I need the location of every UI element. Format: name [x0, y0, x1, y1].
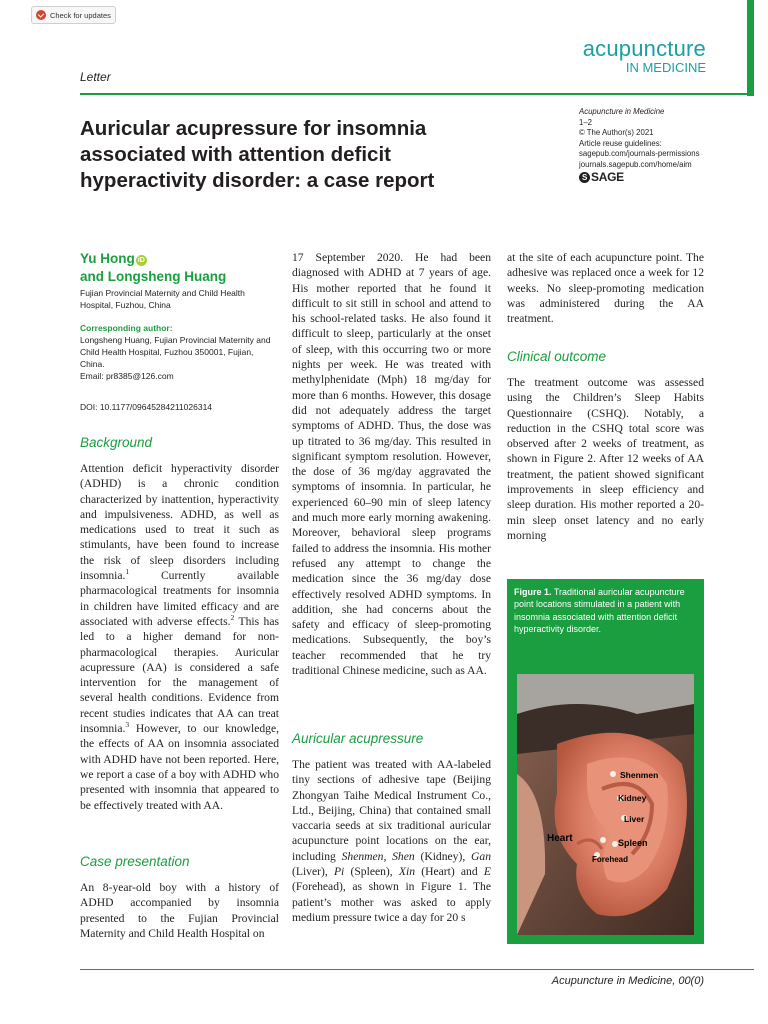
ref-1[interactable]: 1 — [125, 567, 130, 577]
case-paragraph-start: An 8-year-old boy with a history of ADHD accompanied by insomnia presented to the Fujian Provincial Maternity and Child Health Hospital on — [80, 881, 279, 940]
meta-copyright: © The Author(s) 2021 — [579, 128, 654, 137]
header-divider — [80, 93, 754, 95]
aa-paragraph: The patient was treated with AA-labeled tiny sections of adhesive tape (Beijing Zhongyan Taihe Medical Instrument Co., Ltd., Beijing, China) that contained small vaccaria seeds at six traditional auricular acupuncture point locations on the ear, including Shenmen, Shen (Kidney), Gan (Liver), Pi (Spleen), Xin (Heart) and E (Forehead), as shown in Figure 1. The patient’s mother was asked to apply medium pressure twice a day for 20 s — [292, 758, 491, 924]
orcid-icon[interactable]: iD — [137, 257, 145, 264]
label-kidney: Kidney — [618, 793, 647, 803]
check-for-updates-button[interactable] — [31, 6, 116, 24]
ref-3[interactable]: 3 — [125, 720, 130, 730]
clinical-outcome-heading: Clinical outcome — [507, 349, 607, 364]
check-updates-label: Check for updates — [50, 10, 111, 20]
label-liver: Liver — [624, 814, 645, 824]
meta-pages: 1–2 — [579, 117, 593, 127]
label-spleen: Spleen — [618, 838, 648, 848]
ref-2[interactable]: 2 — [230, 613, 235, 623]
journal-logo — [583, 38, 706, 75]
outcome-paragraph: The treatment outcome was assessed using the Children’s Sleep Habits Questionnaire (CSHQ). Notably, a reduction in the CSHQ total score was observed after 2 weeks of treatment, as shown in Figure 2. After 12 weeks of AA treatment, the patient showed significant improvements in sleep efficiency and sleep duration. His mother reported a 20-min sleep onset latency and no early morning — [507, 376, 704, 542]
background-heading: Background — [80, 435, 153, 450]
meta-journal-link[interactable]: journals.sagepub.com/home/aim — [579, 159, 692, 169]
meta-reuse-link[interactable]: sagepub.com/journals-permissions — [579, 149, 700, 158]
background-paragraph: Attention deficit hyperactivity disorder (ADHD) is a chronic condition characterized by inattention, hyperactivity and impulsiveness. ADHD, as well as medications used to treat it such as stimulants, have been found to increase the risk of sleep disorders including insomnia.$^1$ Currently available pharmacological treatments for insomnia in children have limited efficacy and are associated with adverse effects.$^2$ This has led to a higher demand for non-pharmacological therapies. Auricular acupressure (AA) is considered a safe intervention for the management of several health conditions. Evidence from recent studies indicates that AA can treat insomnia.$^3$ However, to our knowledge, the effects of AA on insomnia associated with ADHD have not been reported. Here, we report a case of a boy with ADHD who presented with insomnia that appeared to be effectively treated with AA. — [80, 462, 279, 812]
page-footer: Acupuncture in Medicine, 00(0) — [551, 975, 704, 987]
label-forehead: Forehead — [592, 855, 629, 864]
check-updates-icon — [36, 10, 46, 20]
meta-journal: Acupuncture in Medicine — [579, 107, 665, 116]
publisher-name: SAGE — [591, 170, 624, 185]
author-list — [80, 250, 226, 286]
ear-illustration — [517, 674, 694, 935]
label-heart: Heart — [547, 833, 573, 844]
publisher-logo — [579, 172, 699, 183]
corresponding-text: Longsheng Huang, Fujian Provincial Maternity and Child Health Hospital, Fuzhou 350001, Fujian, China. — [80, 335, 271, 369]
corresponding-author — [80, 322, 280, 382]
sage-icon: S — [579, 172, 590, 183]
article-meta — [579, 107, 699, 183]
author-1[interactable]: Yu Hong — [80, 251, 135, 266]
article-title: Auricular acupressure for insomnia associated with attention deficit hyperactivity disorder: a case report — [80, 117, 435, 192]
meta-reuse-label: Article reuse guidelines: — [579, 138, 662, 148]
case-presentation-heading: Case presentation — [80, 854, 190, 869]
label-shenmen: Shenmen — [620, 770, 659, 780]
case-paragraph-continued: 17 September 2020. He had been diagnosed with ADHD at 7 years of age. His mother reported that he found it difficult to sit still in school and attend to his school-related tasks. He also found it difficult to sleep, particularly at the onset of sleep, with this occurring two or more nights per week. He was treated with methylphenidate (Mph) 18 mg/day for more than 6 months. However, this dosage did not adequately address the target symptoms of ADHD. Thus, the dose was up titrated to 36 mg/day. This resulted in significant symptom resolution. However, the dose of 36 mg/day aggravated the symptoms of insomnia. In particular, he experienced 60–90 min of sleep latency and much more early morning awakening. Moreover, behavioral sleep programs failed to address the insomnia. His mother refused any attempt to change the medication since the 36 mg/day dose effectively resolved ADHD symptoms. In addition, she had concerns about the safety and efficacy of sleep-promoting medications. Subsequently, the boy’s teacher recommended that he try traditional Chinese medicine, such as AA. — [292, 251, 491, 678]
corresponding-label: Corresponding author: — [80, 323, 173, 333]
doi[interactable]: DOI: 10.1177/09645284211026314 — [80, 402, 213, 412]
figure-1-ear-photo — [517, 674, 694, 935]
author-2[interactable]: and Longsheng Huang — [80, 269, 227, 284]
journal-logo-line2: IN MEDICINE — [625, 60, 706, 75]
corresponding-email[interactable]: Email: pr8385@126.com — [80, 371, 174, 381]
figure-1-label: Figure 1. — [514, 587, 552, 597]
figure-1-caption: Figure 1. Traditional auricular acupuncture point locations stimulated in a patient with insomnia associated with attention deficit hyperactivity disorder. — [514, 587, 685, 634]
journal-logo-line1: acupuncture — [582, 36, 706, 61]
aa-paragraph-continued: at the site of each acupuncture point. The adhesive was replaced once a week for 12 weeks. No sleep-promoting medication was administered during the AA treatment. — [507, 251, 704, 326]
journal-color-bar — [747, 0, 754, 96]
affiliation: Fujian Provincial Maternity and Child Health Hospital, Fuzhou, China — [80, 288, 245, 310]
article-type: Letter — [80, 70, 111, 84]
footer-divider — [80, 969, 754, 970]
auricular-acupressure-heading: Auricular acupressure — [292, 731, 424, 746]
